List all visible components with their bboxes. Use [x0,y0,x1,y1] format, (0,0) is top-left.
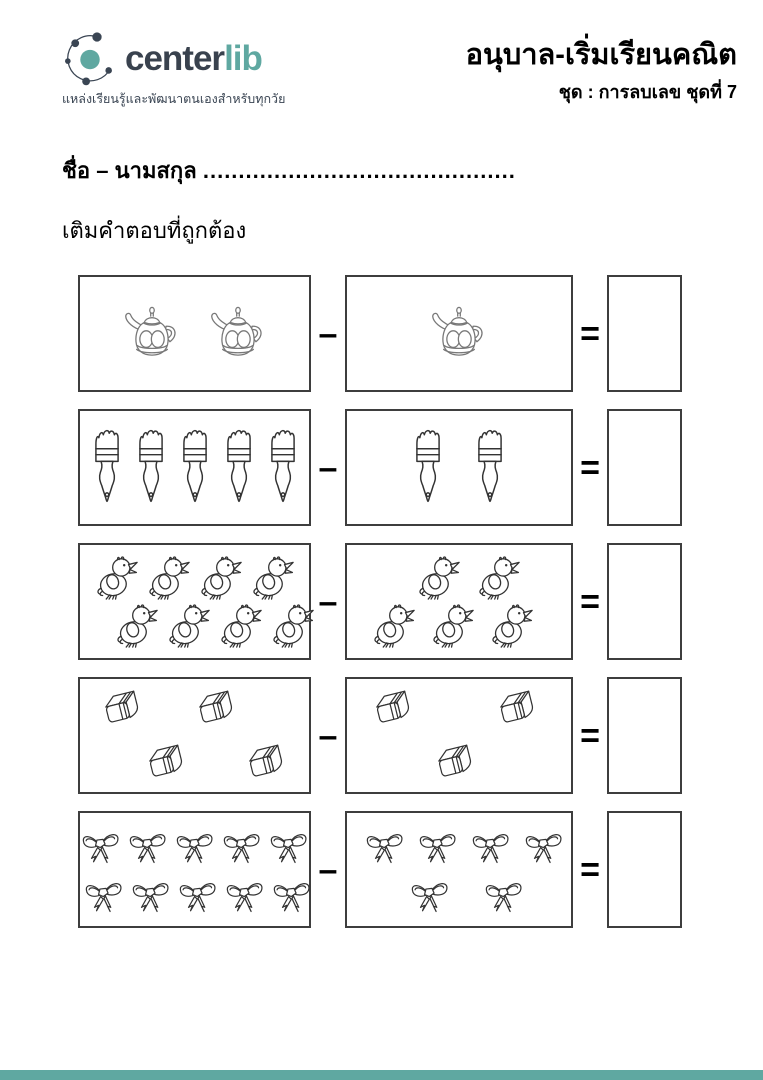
bow-icon [268,827,310,864]
chick-icon [114,603,160,648]
subtrahend-box [345,543,573,660]
bow-icon [177,876,219,913]
bow-icon [80,827,122,864]
answer-box[interactable] [607,409,682,526]
eraser-icon [492,686,550,732]
paintbrush-icon [134,421,168,515]
minus-sign: – [318,582,338,621]
page-title: อนุบาล-เริ่มเรียนคณิต [465,39,737,71]
minus-sign: – [318,448,338,487]
centerlib-logo-icon [62,30,118,86]
bow-icon [409,876,451,913]
equals-sign: = [580,448,600,487]
chick-icon [430,603,476,648]
brand-primary: center [125,38,225,78]
problem-row [78,543,763,660]
chick-icon [94,555,140,600]
paintbrush-icon [411,421,445,515]
titles [466,30,737,106]
equals-sign: = [580,314,600,353]
chick-icon [476,555,522,600]
chick-icon [218,603,264,648]
answer-box[interactable] [607,275,682,392]
answer-box[interactable] [607,677,682,794]
chick-icon [270,603,316,648]
header [0,0,763,109]
answer-box[interactable] [607,543,682,660]
chick-icon [489,603,535,648]
equals-sign: = [580,716,600,755]
minuend-box [78,543,311,660]
minuend-box [78,275,311,392]
minus-sign: – [318,850,338,889]
chick-icon [250,555,296,600]
problem-row [78,811,763,928]
eraser-icon [430,740,488,786]
paintbrush-icon [90,421,124,515]
chick-icon [371,603,417,648]
chick-icon [166,603,212,648]
bow-icon [174,827,216,864]
logo-tagline: แหล่งเรียนรู้และพัฒนาตนเองสำหรับทุกวัย [62,92,286,106]
eraser-icon [368,686,426,732]
paintbrush-icon [473,421,507,515]
eraser-icon [97,686,155,732]
bow-icon [364,827,406,864]
page-subtitle: ชุด : การลบเลข ชุดที่ 7 [558,81,737,102]
problems [78,275,763,928]
minuend-box [78,811,311,928]
eraser-icon [241,740,299,786]
teapot-icon [206,303,270,365]
minus-sign: – [318,314,338,353]
teapot-icon [427,303,491,365]
name-label: ชื่อ – นามสกุล [62,158,197,183]
chick-icon [198,555,244,600]
chick-icon [416,555,462,600]
answer-box[interactable] [607,811,682,928]
bow-icon [83,876,125,913]
subtrahend-box [345,811,573,928]
problem-row [78,275,763,392]
problem-row [78,677,763,794]
equals-sign: = [580,850,600,889]
teapot-icon [120,303,184,365]
minuend-box [78,409,311,526]
paintbrush-icon [178,421,212,515]
paintbrush-icon [222,421,256,515]
centerlib-logo [62,30,285,109]
brand-secondary: lib [224,38,262,78]
instruction-text: เติมคำตอบที่ถูกต้อง [62,218,247,243]
bow-icon [523,827,565,864]
minus-sign: – [318,716,338,755]
name-fill-blank[interactable]: ............................................ [202,158,516,183]
bow-icon [470,827,512,864]
bow-icon [224,876,266,913]
bow-icon [130,876,172,913]
equals-sign: = [580,582,600,621]
bow-icon [483,876,525,913]
bow-icon [271,876,313,913]
minuend-box [78,677,311,794]
chick-icon [146,555,192,600]
problem-row [78,409,763,526]
subtrahend-box [345,275,573,392]
subtrahend-box [345,677,573,794]
name-line [62,153,701,188]
bow-icon [417,827,459,864]
footer-bar [0,1070,763,1080]
brand-wordmark [125,38,262,78]
paintbrush-icon [266,421,300,515]
bow-icon [127,827,169,864]
subtrahend-box [345,409,573,526]
bow-icon [221,827,263,864]
eraser-icon [141,740,199,786]
eraser-icon [191,686,249,732]
